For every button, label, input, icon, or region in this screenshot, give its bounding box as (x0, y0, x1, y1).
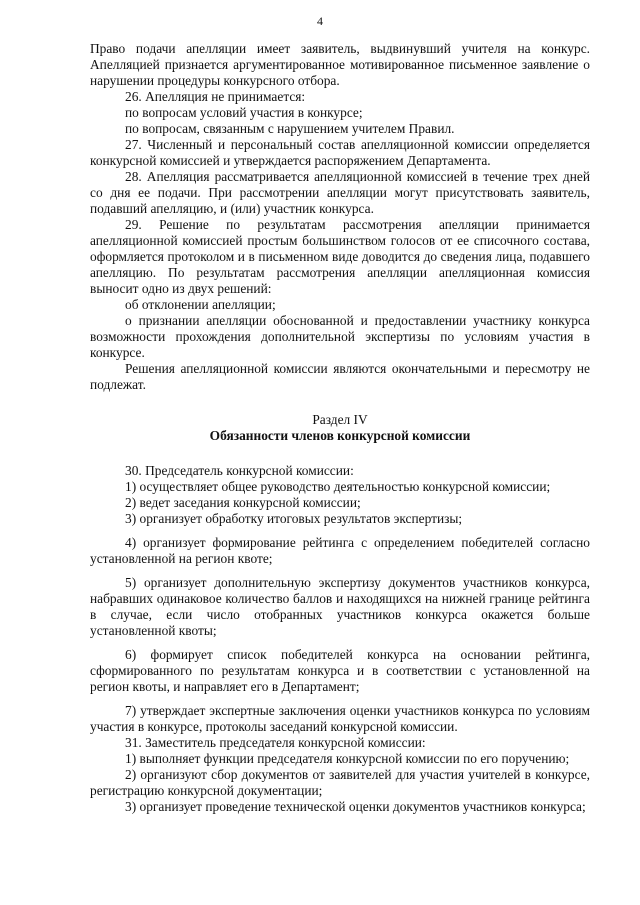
list-item: 1) осуществляет общее руководство деятельностью конкурсной комиссии; (125, 479, 551, 494)
list-item: 5) организует дополнительную экспертизу документов участников конкурса, набравших одинаковое количество баллов и находящихся на нижней границе рейтинга в случае, если число отобранных участников конкурса окажется больше установленной квоты; (90, 575, 590, 638)
list-item: 1) выполняет функции председателя конкурсной комиссии по его поручению; (125, 751, 570, 766)
paragraph: Право подачи апелляции имеет заявитель, выдвинувший учителя на конкурс. Апелляцией признается аргументированное мотивированное письменное заявление о нарушении процедуры конкурсного отбора. (90, 41, 590, 88)
section-title: Обязанности членов конкурсной комиссии (209, 428, 471, 443)
list-item: 3) организует обработку итоговых результатов экспертизы; (125, 511, 463, 526)
page-number: 4 (317, 14, 323, 28)
paragraph: 28. Апелляция рассматривается апелляционной комиссией в течение трех дней со дня ее подачи. При рассмотрении апелляции могут присутствовать заявитель, подавший апелляцию, и (или) участник конкурса. (90, 169, 590, 216)
list-item: о признании апелляции обоснованной и предоставлении участнику конкурса возможности прохождения дополнительной экспертизы по условиям участия в конкурсе. (90, 313, 590, 360)
paragraph: 27. Численный и персональный состав апелляционной комиссии определяется конкурсной комиссией и утверждается распоряжением Департамента. (90, 137, 590, 168)
list-item: об отклонении апелляции; (125, 297, 276, 312)
document-body (90, 41, 590, 815)
section-heading: Раздел IV (312, 412, 368, 427)
paragraph: 29. Решение по результатам рассмотрения апелляции принимается апелляционной комиссией простым большинством голосов от ее списочного состава, оформляется протоколом и в письменном виде доводится до сведения лица, подавшего апелляцию. По результатам рассмотрения апелляции апелляционная комиссия выносит одно из двух решений: (90, 217, 590, 296)
paragraph: 30. Председатель конкурсной комиссии: (125, 463, 354, 478)
paragraph: 31. Заместитель председателя конкурсной комиссии: (125, 735, 426, 750)
paragraph: Решения апелляционной комиссии являются окончательными и пересмотру не подлежат. (90, 361, 590, 392)
list-item: 2) организуют сбор документов от заявителей для участия учителей в конкурсе, регистрацию конкурсной документации; (90, 767, 590, 798)
list-item: по вопросам условий участия в конкурсе; (125, 105, 363, 120)
list-item: 7) утверждает экспертные заключения оценки участников конкурса по условиям участия в конкурсе, протоколы заседаний конкурсной комиссии. (90, 703, 590, 734)
list-item: 4) организует формирование рейтинга с определением победителей согласно установленной на регион квоте; (90, 535, 590, 566)
list-item: 2) ведет заседания конкурсной комиссии; (125, 495, 361, 510)
list-item: по вопросам, связанным с нарушением учителем Правил. (125, 121, 455, 136)
list-item: 3) организует проведение технической оценки документов участников конкурса; (125, 799, 586, 814)
list-item: 6) формирует список победителей конкурса на основании рейтинга, сформированного по результатам конкурса и в соответствии с установленной на регион квоты, и направляет его в Департамент; (90, 647, 590, 694)
paragraph: 26. Апелляция не принимается: (125, 89, 306, 104)
